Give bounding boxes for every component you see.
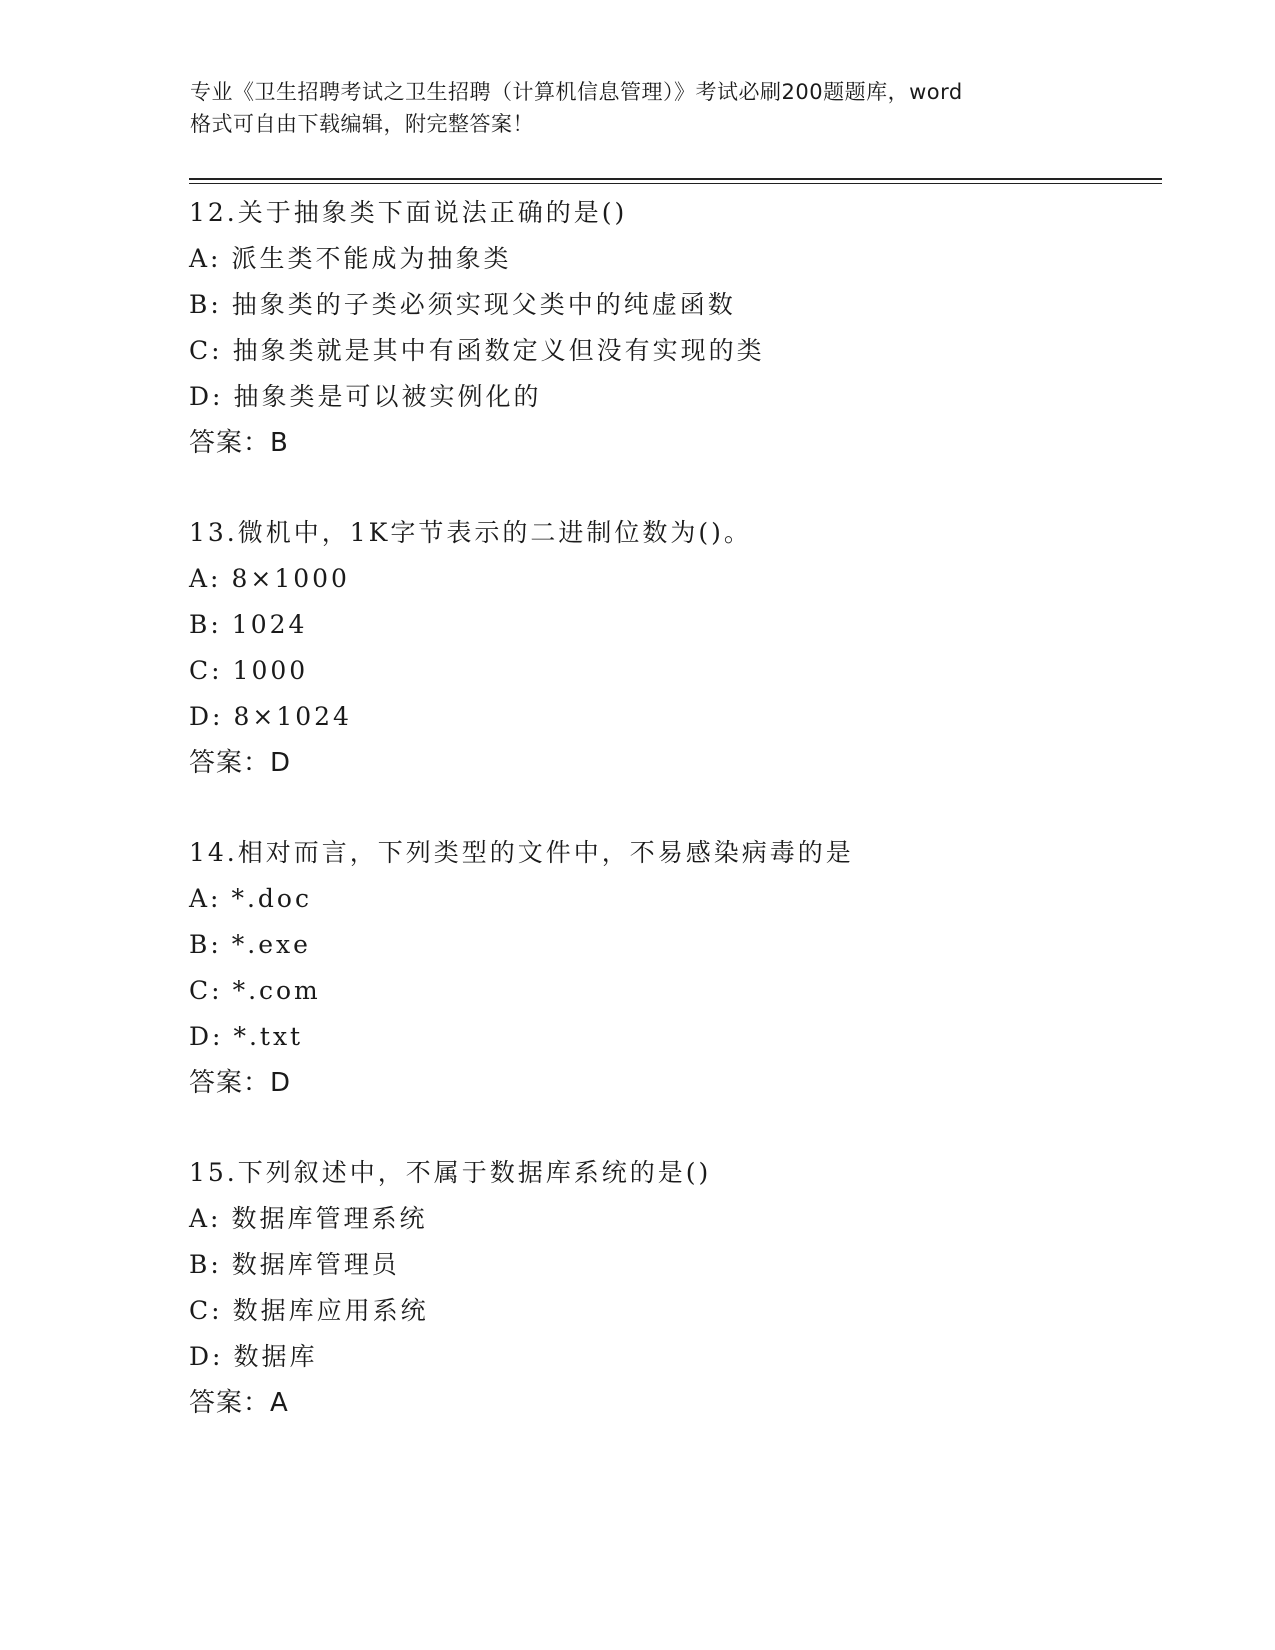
option-text: *.txt bbox=[233, 1022, 304, 1051]
option-letter: B: bbox=[189, 290, 222, 319]
option-c bbox=[189, 968, 1149, 1014]
answer-line: 答案：D bbox=[189, 1068, 292, 1098]
option-letter: D: bbox=[189, 382, 224, 411]
option-b bbox=[189, 602, 1149, 648]
header-line-2: 格式可自由下载编辑，附完整答案！ bbox=[190, 112, 534, 136]
option-letter: A: bbox=[189, 1204, 222, 1233]
option-c bbox=[189, 1288, 1149, 1334]
option-text: 1024 bbox=[231, 610, 308, 639]
option-letter: C: bbox=[189, 656, 223, 685]
answer-line: 答案：B bbox=[189, 428, 289, 458]
option-letter: D: bbox=[189, 1022, 224, 1051]
option-b bbox=[189, 282, 1149, 328]
answer-line: 答案：D bbox=[189, 748, 292, 778]
option-letter: C: bbox=[189, 976, 223, 1005]
option-text: 数据库 bbox=[233, 1342, 318, 1371]
option-text: 抽象类的子类必须实现父类中的纯虚函数 bbox=[231, 290, 736, 319]
option-text: 派生类不能成为抽象类 bbox=[231, 244, 512, 273]
option-text: 抽象类是可以被实例化的 bbox=[233, 382, 542, 411]
question-stem: 14.相对而言，下列类型的文件中，不易感染病毒的是 bbox=[189, 838, 854, 867]
option-text: *.com bbox=[232, 976, 321, 1005]
option-a bbox=[189, 236, 1149, 282]
option-text: 8×1000 bbox=[231, 564, 350, 593]
option-text: *.exe bbox=[231, 930, 311, 959]
option-text: 数据库管理员 bbox=[231, 1250, 400, 1279]
question-stem: 15.下列叙述中，不属于数据库系统的是() bbox=[189, 1158, 712, 1187]
option-text: *.doc bbox=[231, 884, 312, 913]
option-text: 8×1024 bbox=[233, 702, 352, 731]
option-text: 抽象类就是其中有函数定义但没有实现的类 bbox=[232, 336, 765, 365]
question-14 bbox=[189, 830, 1149, 1106]
option-a bbox=[189, 1196, 1149, 1242]
option-b bbox=[189, 1242, 1149, 1288]
option-letter: A: bbox=[189, 244, 222, 273]
option-letter: C: bbox=[189, 336, 223, 365]
option-letter: B: bbox=[189, 610, 222, 639]
option-d bbox=[189, 374, 1149, 420]
option-d bbox=[189, 1014, 1149, 1060]
option-text: 1000 bbox=[232, 656, 309, 685]
question-stem: 12.关于抽象类下面说法正确的是() bbox=[189, 198, 628, 227]
option-b bbox=[189, 922, 1149, 968]
option-d bbox=[189, 694, 1149, 740]
header-line-1: 专业《卫生招聘考试之卫生招聘（计算机信息管理）》考试必刷200题题库，word bbox=[190, 80, 963, 104]
option-text: 数据库应用系统 bbox=[232, 1296, 429, 1325]
document-header bbox=[190, 76, 1090, 140]
question-12 bbox=[189, 190, 1149, 466]
question-15 bbox=[189, 1150, 1149, 1426]
option-c bbox=[189, 328, 1149, 374]
header-divider bbox=[189, 178, 1162, 184]
option-letter: A: bbox=[189, 884, 222, 913]
option-letter: B: bbox=[189, 1250, 222, 1279]
option-letter: A: bbox=[189, 564, 222, 593]
option-text: 数据库管理系统 bbox=[231, 1204, 428, 1233]
answer-line: 答案：A bbox=[189, 1388, 289, 1418]
option-d bbox=[189, 1334, 1149, 1380]
option-a bbox=[189, 556, 1149, 602]
option-letter: C: bbox=[189, 1296, 223, 1325]
option-letter: D: bbox=[189, 702, 224, 731]
option-letter: D: bbox=[189, 1342, 224, 1371]
option-a bbox=[189, 876, 1149, 922]
question-13 bbox=[189, 510, 1149, 786]
option-letter: B: bbox=[189, 930, 222, 959]
question-stem: 13.微机中，1K字节表示的二进制位数为()。 bbox=[189, 518, 752, 547]
question-list bbox=[189, 190, 1149, 1470]
option-c bbox=[189, 648, 1149, 694]
